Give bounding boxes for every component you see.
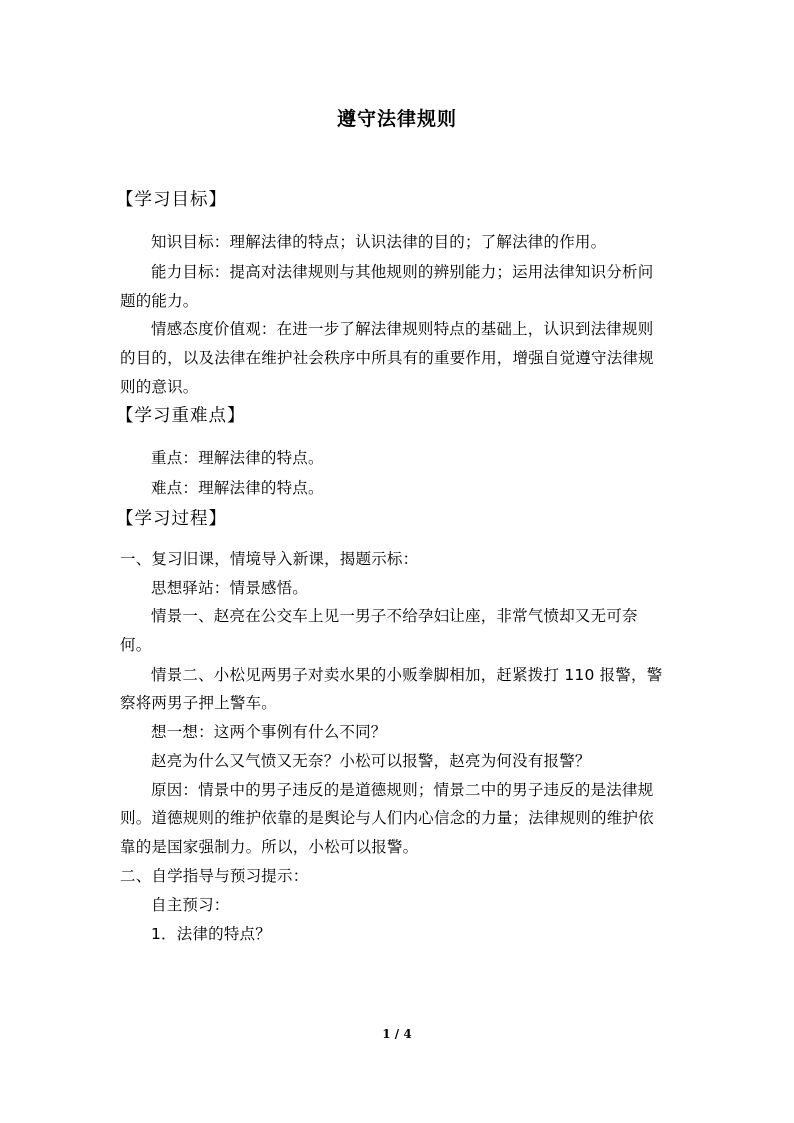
paragraph-scene2: 情景二、小松见两男子对卖水果的小贩拳脚相加，赶紧拨打 110 报警，警	[151, 666, 663, 684]
paragraph-difficulty: 难点：理解法律的特点。	[151, 479, 324, 497]
document-title: 遵守法律规则	[336, 108, 457, 130]
paragraph-ability-objective: 能力目标：提高对法律规则与其他规则的辨别能力；运用法律知识分析问	[151, 263, 654, 281]
paragraph-scene2-cont: 察将两男子押上警车。	[120, 694, 278, 712]
paragraph-reason-cont2: 靠的是国家强制力。所以，小松可以报警。	[120, 838, 419, 856]
paragraph-reason-cont: 则。道德规则的维护依靠的是舆论与人们内心信念的力量；法律规则的维护依	[120, 809, 654, 827]
paragraph-self-study: 自主预习：	[151, 896, 230, 914]
paragraph-part2-title: 二、自学指导与预习提示：	[120, 867, 309, 885]
paragraph-station: 思想驿站：情景感悟。	[151, 579, 309, 597]
paragraph-think: 想一想：这两个事例有什么不同？	[151, 723, 387, 741]
paragraph-reason: 原因：情景中的男子违反的是道德规则；情景二中的男子违反的是法律规	[151, 781, 654, 799]
paragraph-question: 赵亮为什么又气愤又无奈？小松可以报警，赵亮为何没有报警？	[151, 752, 591, 770]
paragraph-ability-objective-cont: 题的能力。	[120, 292, 199, 310]
paragraph-scene1-cont: 何。	[120, 636, 152, 654]
paragraph-emotion-objective-cont2: 则的意识。	[120, 378, 199, 396]
paragraph-key-point: 重点：理解法律的特点。	[151, 449, 324, 467]
list-item-1: 1．法律的特点？	[151, 925, 271, 943]
section-heading-key-points: 【学习重难点】	[116, 406, 246, 426]
paragraph-scene1: 情景一、赵亮在公交车上见一男子不给孕妇让座，非常气愤却又无可奈	[151, 607, 638, 625]
section-heading-objectives: 【学习目标】	[116, 190, 227, 210]
paragraph-emotion-objective: 情感态度价值观：在进一步了解法律规则特点的基础上，认识到法律规则	[151, 320, 654, 338]
page-number: 1 / 4	[382, 1027, 412, 1041]
section-heading-process: 【学习过程】	[116, 509, 227, 529]
paragraph-knowledge-objective: 知识目标：理解法律的特点；认识法律的目的；了解法律的作用。	[151, 233, 607, 251]
paragraph-part1-title: 一、复习旧课，情境导入新课，揭题示标：	[120, 550, 419, 568]
paragraph-emotion-objective-cont: 的目的，以及法律在维护社会秩序中所具有的重要作用，增强自觉遵守法律规	[120, 349, 654, 367]
